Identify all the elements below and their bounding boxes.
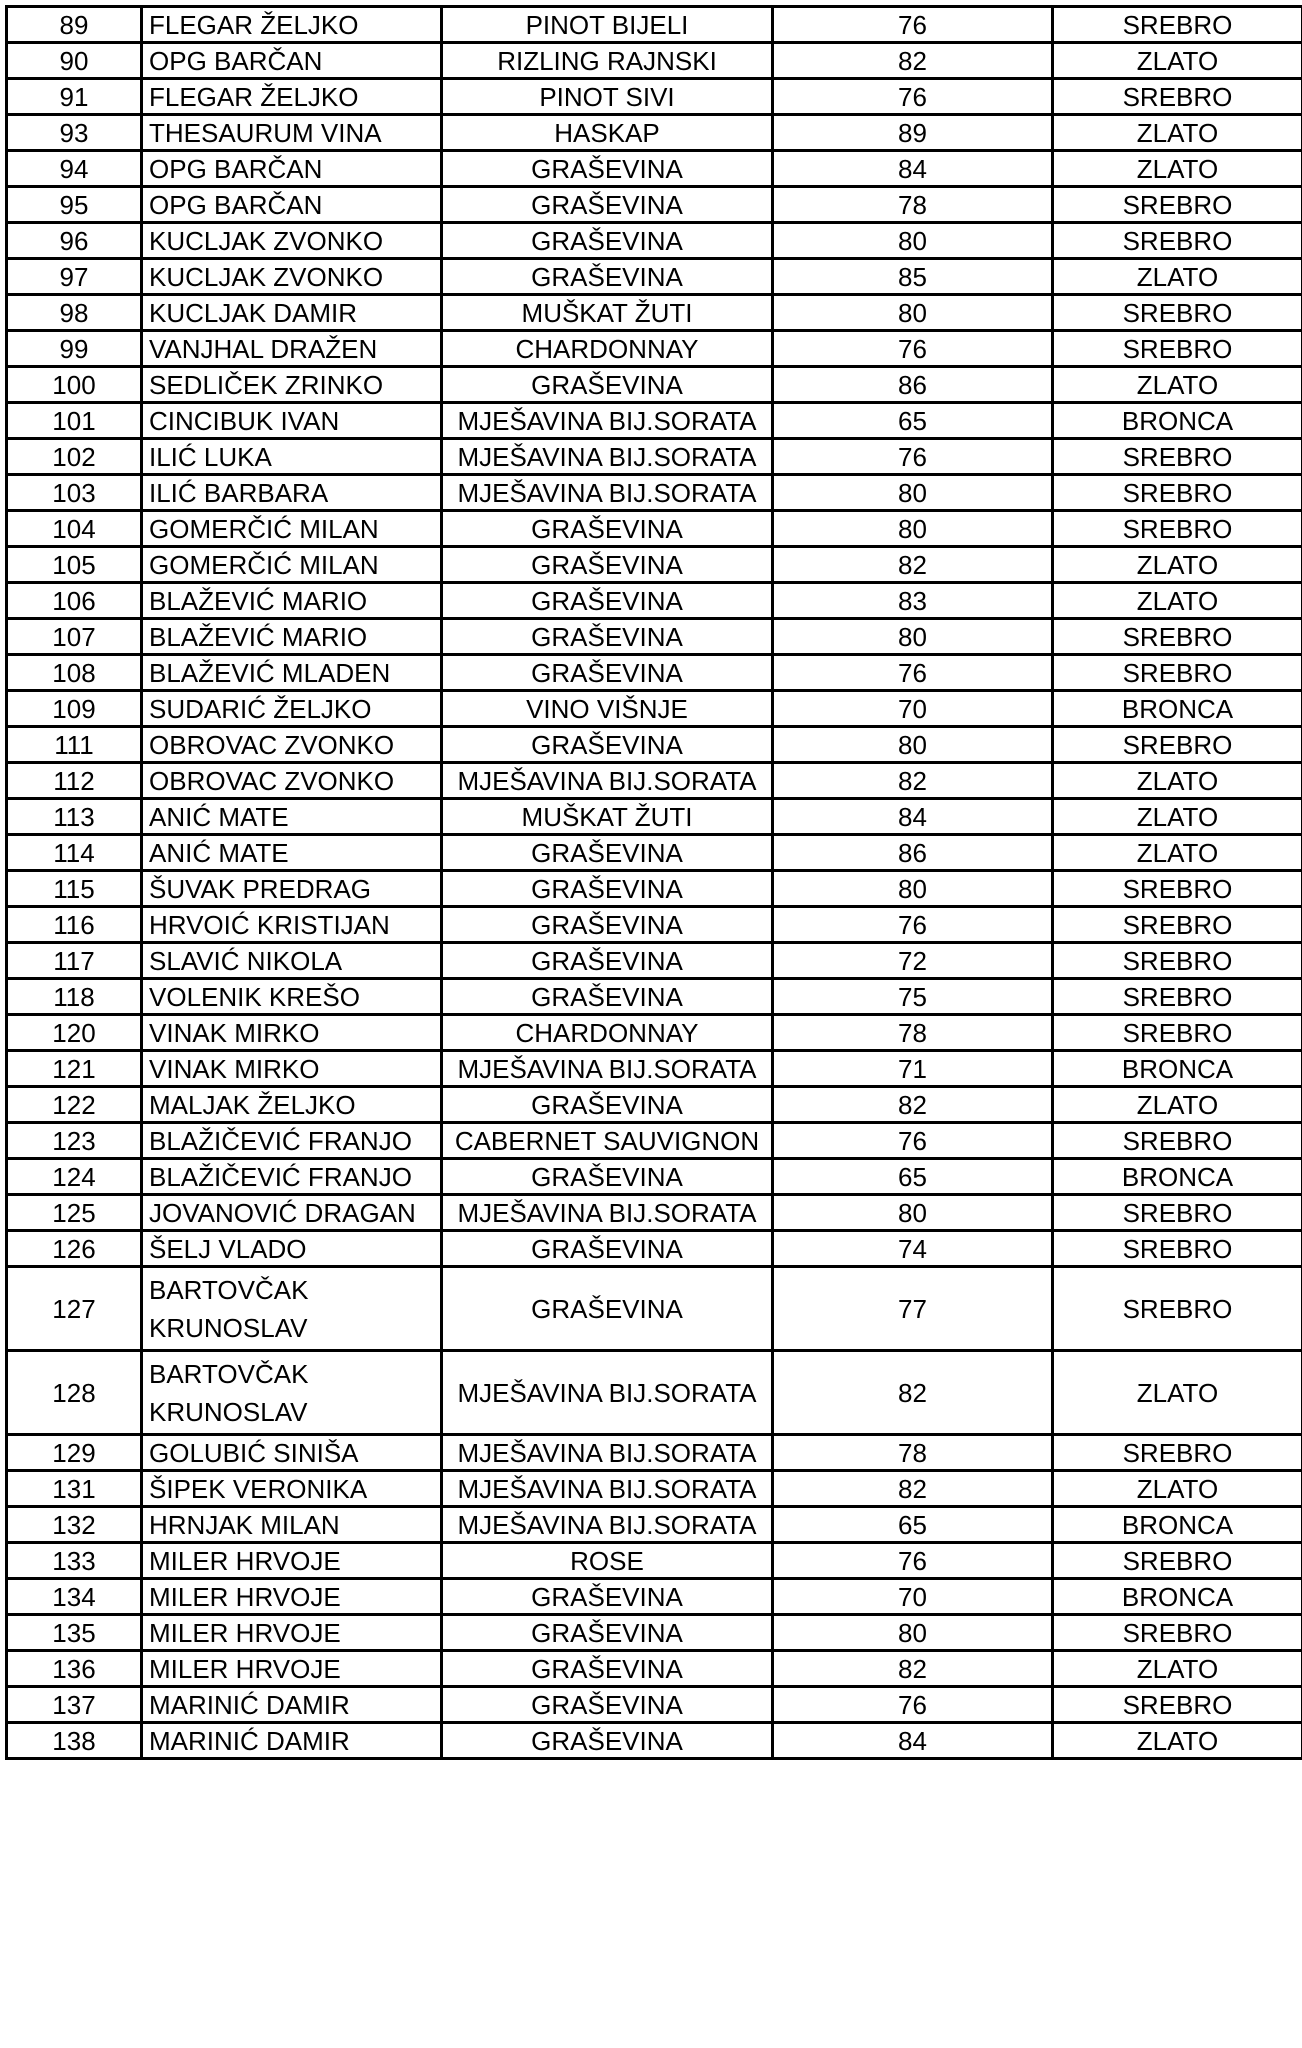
entry-number-cell: 93: [7, 115, 142, 151]
producer-name-cell: GOLUBIĆ SINIŠA: [142, 1435, 442, 1471]
entry-number-cell: 98: [7, 295, 142, 331]
results-table: [5, 5, 1302, 1760]
medal-cell: ZLATO: [1053, 1471, 1302, 1507]
medal-cell: BRONCA: [1053, 691, 1302, 727]
table-row: [7, 403, 1302, 439]
score-cell: 84: [773, 1723, 1053, 1759]
entry-number-cell: 91: [7, 79, 142, 115]
producer-name-cell: VANJHAL DRAŽEN: [142, 331, 442, 367]
score-cell: 85: [773, 259, 1053, 295]
score-cell: 84: [773, 799, 1053, 835]
entry-number-cell: 100: [7, 367, 142, 403]
entry-number-cell: 124: [7, 1159, 142, 1195]
wine-variety-cell: MJEŠAVINA BIJ.SORATA: [442, 1507, 773, 1543]
score-cell: 71: [773, 1051, 1053, 1087]
entry-number-cell: 107: [7, 619, 142, 655]
producer-name-cell: KUCLJAK ZVONKO: [142, 223, 442, 259]
producer-name-cell: OPG BARČAN: [142, 43, 442, 79]
wine-variety-cell: GRAŠEVINA: [442, 1267, 773, 1351]
wine-variety-cell: GRAŠEVINA: [442, 1087, 773, 1123]
medal-cell: SREBRO: [1053, 295, 1302, 331]
table-row: [7, 1507, 1302, 1543]
table-row: [7, 1687, 1302, 1723]
table-row: [7, 43, 1302, 79]
producer-name-cell: ŠELJ VLADO: [142, 1231, 442, 1267]
table-row: [7, 511, 1302, 547]
medal-cell: SREBRO: [1053, 727, 1302, 763]
producer-name-cell: BLAŽEVIĆ MARIO: [142, 583, 442, 619]
table-row: [7, 799, 1302, 835]
medal-cell: SREBRO: [1053, 511, 1302, 547]
producer-name-cell: VOLENIK KREŠO: [142, 979, 442, 1015]
entry-number-cell: 123: [7, 1123, 142, 1159]
score-cell: 75: [773, 979, 1053, 1015]
producer-name-cell: ILIĆ LUKA: [142, 439, 442, 475]
entry-number-cell: 125: [7, 1195, 142, 1231]
medal-cell: SREBRO: [1053, 187, 1302, 223]
medal-cell: ZLATO: [1053, 547, 1302, 583]
medal-cell: SREBRO: [1053, 1615, 1302, 1651]
score-cell: 78: [773, 187, 1053, 223]
medal-cell: ZLATO: [1053, 1087, 1302, 1123]
medal-cell: SREBRO: [1053, 1543, 1302, 1579]
medal-cell: SREBRO: [1053, 79, 1302, 115]
medal-cell: SREBRO: [1053, 1123, 1302, 1159]
producer-name-cell: ŠIPEK VERONIKA: [142, 1471, 442, 1507]
score-cell: 76: [773, 331, 1053, 367]
entry-number-cell: 108: [7, 655, 142, 691]
producer-name-cell: ŠUVAK PREDRAG: [142, 871, 442, 907]
score-cell: 80: [773, 871, 1053, 907]
entry-number-cell: 113: [7, 799, 142, 835]
wine-variety-cell: GRAŠEVINA: [442, 151, 773, 187]
producer-name-cell: BLAŽIČEVIĆ FRANJO: [142, 1159, 442, 1195]
table-row: [7, 1087, 1302, 1123]
wine-variety-cell: GRAŠEVINA: [442, 259, 773, 295]
medal-cell: ZLATO: [1053, 1351, 1302, 1435]
producer-name-cell: MALJAK ŽELJKO: [142, 1087, 442, 1123]
medal-cell: BRONCA: [1053, 1579, 1302, 1615]
score-cell: 80: [773, 1615, 1053, 1651]
medal-cell: SREBRO: [1053, 7, 1302, 43]
wine-variety-cell: ROSE: [442, 1543, 773, 1579]
entry-number-cell: 121: [7, 1051, 142, 1087]
entry-number-cell: 132: [7, 1507, 142, 1543]
producer-name-cell: THESAURUM VINA: [142, 115, 442, 151]
medal-cell: SREBRO: [1053, 1435, 1302, 1471]
score-cell: 76: [773, 1687, 1053, 1723]
medal-cell: BRONCA: [1053, 1507, 1302, 1543]
wine-variety-cell: CABERNET SAUVIGNON: [442, 1123, 773, 1159]
score-cell: 74: [773, 1231, 1053, 1267]
wine-variety-cell: GRAŠEVINA: [442, 1687, 773, 1723]
entry-number-cell: 128: [7, 1351, 142, 1435]
table-row: [7, 871, 1302, 907]
medal-cell: SREBRO: [1053, 1267, 1302, 1351]
entry-number-cell: 99: [7, 331, 142, 367]
wine-variety-cell: GRAŠEVINA: [442, 871, 773, 907]
table-row: [7, 943, 1302, 979]
score-cell: 84: [773, 151, 1053, 187]
wine-variety-cell: GRAŠEVINA: [442, 1615, 773, 1651]
wine-variety-cell: MJEŠAVINA BIJ.SORATA: [442, 763, 773, 799]
score-cell: 76: [773, 1123, 1053, 1159]
table-row: [7, 1579, 1302, 1615]
score-cell: 89: [773, 115, 1053, 151]
table-row: [7, 1051, 1302, 1087]
entry-number-cell: 112: [7, 763, 142, 799]
score-cell: 65: [773, 403, 1053, 439]
entry-number-cell: 111: [7, 727, 142, 763]
entry-number-cell: 95: [7, 187, 142, 223]
medal-cell: SREBRO: [1053, 1195, 1302, 1231]
producer-name-cell: MARINIĆ DAMIR: [142, 1723, 442, 1759]
entry-number-cell: 135: [7, 1615, 142, 1651]
table-row: [7, 763, 1302, 799]
producer-name-cell: OBROVAC ZVONKO: [142, 727, 442, 763]
table-row: [7, 1159, 1302, 1195]
wine-variety-cell: MJEŠAVINA BIJ.SORATA: [442, 1051, 773, 1087]
medal-cell: BRONCA: [1053, 1051, 1302, 1087]
medal-cell: ZLATO: [1053, 583, 1302, 619]
wine-variety-cell: MUŠKAT ŽUTI: [442, 799, 773, 835]
score-cell: 86: [773, 835, 1053, 871]
wine-variety-cell: GRAŠEVINA: [442, 1231, 773, 1267]
producer-name-cell: VINAK MIRKO: [142, 1015, 442, 1051]
producer-name-cell: OBROVAC ZVONKO: [142, 763, 442, 799]
table-row: [7, 547, 1302, 583]
entry-number-cell: 103: [7, 475, 142, 511]
medal-cell: ZLATO: [1053, 1723, 1302, 1759]
entry-number-cell: 120: [7, 1015, 142, 1051]
score-cell: 77: [773, 1267, 1053, 1351]
table-row: [7, 1651, 1302, 1687]
score-cell: 76: [773, 907, 1053, 943]
score-cell: 82: [773, 43, 1053, 79]
producer-name-cell: BLAŽIČEVIĆ FRANJO: [142, 1123, 442, 1159]
score-cell: 82: [773, 1471, 1053, 1507]
score-cell: 76: [773, 439, 1053, 475]
medal-cell: SREBRO: [1053, 439, 1302, 475]
score-cell: 80: [773, 223, 1053, 259]
entry-number-cell: 109: [7, 691, 142, 727]
table-row: [7, 295, 1302, 331]
table-row: [7, 907, 1302, 943]
medal-cell: ZLATO: [1053, 43, 1302, 79]
wine-variety-cell: GRAŠEVINA: [442, 1723, 773, 1759]
score-cell: 82: [773, 1651, 1053, 1687]
medal-cell: ZLATO: [1053, 799, 1302, 835]
wine-variety-cell: MJEŠAVINA BIJ.SORATA: [442, 439, 773, 475]
score-cell: 76: [773, 1543, 1053, 1579]
table-row: [7, 835, 1302, 871]
medal-cell: ZLATO: [1053, 259, 1302, 295]
medal-cell: SREBRO: [1053, 979, 1302, 1015]
entry-number-cell: 94: [7, 151, 142, 187]
table-row: [7, 1723, 1302, 1759]
producer-name-cell: OPG BARČAN: [142, 187, 442, 223]
table-row: [7, 1267, 1302, 1351]
entry-number-cell: 117: [7, 943, 142, 979]
entry-number-cell: 115: [7, 871, 142, 907]
producer-name-cell: MILER HRVOJE: [142, 1651, 442, 1687]
results-table-body: [7, 7, 1302, 1759]
producer-name-cell: BLAŽEVIĆ MARIO: [142, 619, 442, 655]
score-cell: 80: [773, 619, 1053, 655]
producer-name-cell: MARINIĆ DAMIR: [142, 1687, 442, 1723]
medal-cell: BRONCA: [1053, 403, 1302, 439]
score-cell: 80: [773, 475, 1053, 511]
score-cell: 78: [773, 1015, 1053, 1051]
wine-variety-cell: GRAŠEVINA: [442, 1651, 773, 1687]
producer-name-cell: JOVANOVIĆ DRAGAN: [142, 1195, 442, 1231]
entry-number-cell: 97: [7, 259, 142, 295]
wine-variety-cell: GRAŠEVINA: [442, 907, 773, 943]
table-row: [7, 475, 1302, 511]
wine-variety-cell: GRAŠEVINA: [442, 547, 773, 583]
medal-cell: SREBRO: [1053, 1687, 1302, 1723]
table-row: [7, 1543, 1302, 1579]
wine-variety-cell: VINO VIŠNJE: [442, 691, 773, 727]
medal-cell: SREBRO: [1053, 1231, 1302, 1267]
producer-name-cell: OPG BARČAN: [142, 151, 442, 187]
producer-name-cell: ANIĆ MATE: [142, 799, 442, 835]
table-row: [7, 727, 1302, 763]
medal-cell: SREBRO: [1053, 331, 1302, 367]
producer-name-cell: MILER HRVOJE: [142, 1543, 442, 1579]
wine-variety-cell: GRAŠEVINA: [442, 1159, 773, 1195]
table-row: [7, 1123, 1302, 1159]
entry-number-cell: 90: [7, 43, 142, 79]
score-cell: 78: [773, 1435, 1053, 1471]
table-row: [7, 1471, 1302, 1507]
score-cell: 83: [773, 583, 1053, 619]
wine-variety-cell: MJEŠAVINA BIJ.SORATA: [442, 1435, 773, 1471]
wine-variety-cell: MJEŠAVINA BIJ.SORATA: [442, 1195, 773, 1231]
wine-variety-cell: MUŠKAT ŽUTI: [442, 295, 773, 331]
entry-number-cell: 101: [7, 403, 142, 439]
medal-cell: SREBRO: [1053, 223, 1302, 259]
entry-number-cell: 127: [7, 1267, 142, 1351]
producer-name-cell: KUCLJAK DAMIR: [142, 295, 442, 331]
medal-cell: ZLATO: [1053, 151, 1302, 187]
table-row: [7, 223, 1302, 259]
score-cell: 80: [773, 1195, 1053, 1231]
medal-cell: ZLATO: [1053, 835, 1302, 871]
medal-cell: SREBRO: [1053, 943, 1302, 979]
producer-name-cell: SEDLIČEK ZRINKO: [142, 367, 442, 403]
score-cell: 65: [773, 1159, 1053, 1195]
entry-number-cell: 122: [7, 1087, 142, 1123]
table-row: [7, 655, 1302, 691]
table-row: [7, 1231, 1302, 1267]
wine-variety-cell: GRAŠEVINA: [442, 979, 773, 1015]
score-cell: 82: [773, 763, 1053, 799]
score-cell: 76: [773, 7, 1053, 43]
medal-cell: SREBRO: [1053, 871, 1302, 907]
score-cell: 80: [773, 511, 1053, 547]
wine-variety-cell: MJEŠAVINA BIJ.SORATA: [442, 1471, 773, 1507]
table-row: [7, 583, 1302, 619]
table-row: [7, 1015, 1302, 1051]
score-cell: 65: [773, 1507, 1053, 1543]
producer-name-cell: SLAVIĆ NIKOLA: [142, 943, 442, 979]
score-cell: 76: [773, 655, 1053, 691]
entry-number-cell: 136: [7, 1651, 142, 1687]
wine-variety-cell: GRAŠEVINA: [442, 655, 773, 691]
entry-number-cell: 89: [7, 7, 142, 43]
producer-name-cell: CINCIBUK IVAN: [142, 403, 442, 439]
producer-name-cell: KUCLJAK ZVONKO: [142, 259, 442, 295]
producer-name-cell: GOMERČIĆ MILAN: [142, 547, 442, 583]
medal-cell: SREBRO: [1053, 655, 1302, 691]
producer-name-cell: BARTOVČAK KRUNOSLAV: [142, 1267, 442, 1351]
wine-variety-cell: MJEŠAVINA BIJ.SORATA: [442, 1351, 773, 1435]
producer-name-cell: FLEGAR ŽELJKO: [142, 79, 442, 115]
producer-name-cell: MILER HRVOJE: [142, 1615, 442, 1651]
score-cell: 76: [773, 79, 1053, 115]
medal-cell: ZLATO: [1053, 367, 1302, 403]
wine-variety-cell: MJEŠAVINA BIJ.SORATA: [442, 403, 773, 439]
score-cell: 80: [773, 727, 1053, 763]
producer-name-cell: HRVOIĆ KRISTIJAN: [142, 907, 442, 943]
entry-number-cell: 118: [7, 979, 142, 1015]
wine-variety-cell: GRAŠEVINA: [442, 619, 773, 655]
entry-number-cell: 102: [7, 439, 142, 475]
producer-name-cell: BARTOVČAK KRUNOSLAV: [142, 1351, 442, 1435]
score-cell: 82: [773, 547, 1053, 583]
score-cell: 70: [773, 691, 1053, 727]
producer-name-cell: FLEGAR ŽELJKO: [142, 7, 442, 43]
medal-cell: ZLATO: [1053, 763, 1302, 799]
table-row: [7, 439, 1302, 475]
producer-name-cell: ILIĆ BARBARA: [142, 475, 442, 511]
medal-cell: SREBRO: [1053, 1015, 1302, 1051]
medal-cell: ZLATO: [1053, 115, 1302, 151]
entry-number-cell: 96: [7, 223, 142, 259]
entry-number-cell: 133: [7, 1543, 142, 1579]
producer-name-cell: GOMERČIĆ MILAN: [142, 511, 442, 547]
score-cell: 70: [773, 1579, 1053, 1615]
score-cell: 72: [773, 943, 1053, 979]
table-row: [7, 1351, 1302, 1435]
entry-number-cell: 129: [7, 1435, 142, 1471]
wine-variety-cell: GRAŠEVINA: [442, 223, 773, 259]
entry-number-cell: 116: [7, 907, 142, 943]
table-row: [7, 619, 1302, 655]
wine-variety-cell: GRAŠEVINA: [442, 727, 773, 763]
table-row: [7, 1615, 1302, 1651]
table-row: [7, 367, 1302, 403]
wine-variety-cell: GRAŠEVINA: [442, 367, 773, 403]
entry-number-cell: 134: [7, 1579, 142, 1615]
entry-number-cell: 104: [7, 511, 142, 547]
table-row: [7, 259, 1302, 295]
producer-name-cell: ANIĆ MATE: [142, 835, 442, 871]
score-cell: 82: [773, 1351, 1053, 1435]
score-cell: 86: [773, 367, 1053, 403]
table-row: [7, 979, 1302, 1015]
entry-number-cell: 114: [7, 835, 142, 871]
entry-number-cell: 131: [7, 1471, 142, 1507]
entry-number-cell: 106: [7, 583, 142, 619]
table-row: [7, 691, 1302, 727]
entry-number-cell: 138: [7, 1723, 142, 1759]
wine-variety-cell: RIZLING RAJNSKI: [442, 43, 773, 79]
producer-name-cell: VINAK MIRKO: [142, 1051, 442, 1087]
producer-name-cell: HRNJAK MILAN: [142, 1507, 442, 1543]
wine-variety-cell: HASKAP: [442, 115, 773, 151]
table-row: [7, 1435, 1302, 1471]
table-row: [7, 1195, 1302, 1231]
table-row: [7, 115, 1302, 151]
wine-variety-cell: GRAŠEVINA: [442, 583, 773, 619]
wine-variety-cell: CHARDONNAY: [442, 1015, 773, 1051]
producer-name-cell: SUDARIĆ ŽELJKO: [142, 691, 442, 727]
wine-variety-cell: GRAŠEVINA: [442, 511, 773, 547]
score-cell: 80: [773, 295, 1053, 331]
table-row: [7, 79, 1302, 115]
medal-cell: BRONCA: [1053, 1159, 1302, 1195]
medal-cell: SREBRO: [1053, 475, 1302, 511]
entry-number-cell: 137: [7, 1687, 142, 1723]
wine-variety-cell: GRAŠEVINA: [442, 1579, 773, 1615]
entry-number-cell: 126: [7, 1231, 142, 1267]
table-row: [7, 187, 1302, 223]
table-row: [7, 331, 1302, 367]
medal-cell: SREBRO: [1053, 907, 1302, 943]
wine-variety-cell: GRAŠEVINA: [442, 187, 773, 223]
wine-variety-cell: PINOT SIVI: [442, 79, 773, 115]
wine-variety-cell: GRAŠEVINA: [442, 835, 773, 871]
wine-variety-cell: MJEŠAVINA BIJ.SORATA: [442, 475, 773, 511]
table-row: [7, 7, 1302, 43]
producer-name-cell: MILER HRVOJE: [142, 1579, 442, 1615]
producer-name-cell: BLAŽEVIĆ MLADEN: [142, 655, 442, 691]
medal-cell: ZLATO: [1053, 1651, 1302, 1687]
table-row: [7, 151, 1302, 187]
wine-variety-cell: CHARDONNAY: [442, 331, 773, 367]
score-cell: 82: [773, 1087, 1053, 1123]
wine-variety-cell: GRAŠEVINA: [442, 943, 773, 979]
medal-cell: SREBRO: [1053, 619, 1302, 655]
wine-variety-cell: PINOT BIJELI: [442, 7, 773, 43]
entry-number-cell: 105: [7, 547, 142, 583]
